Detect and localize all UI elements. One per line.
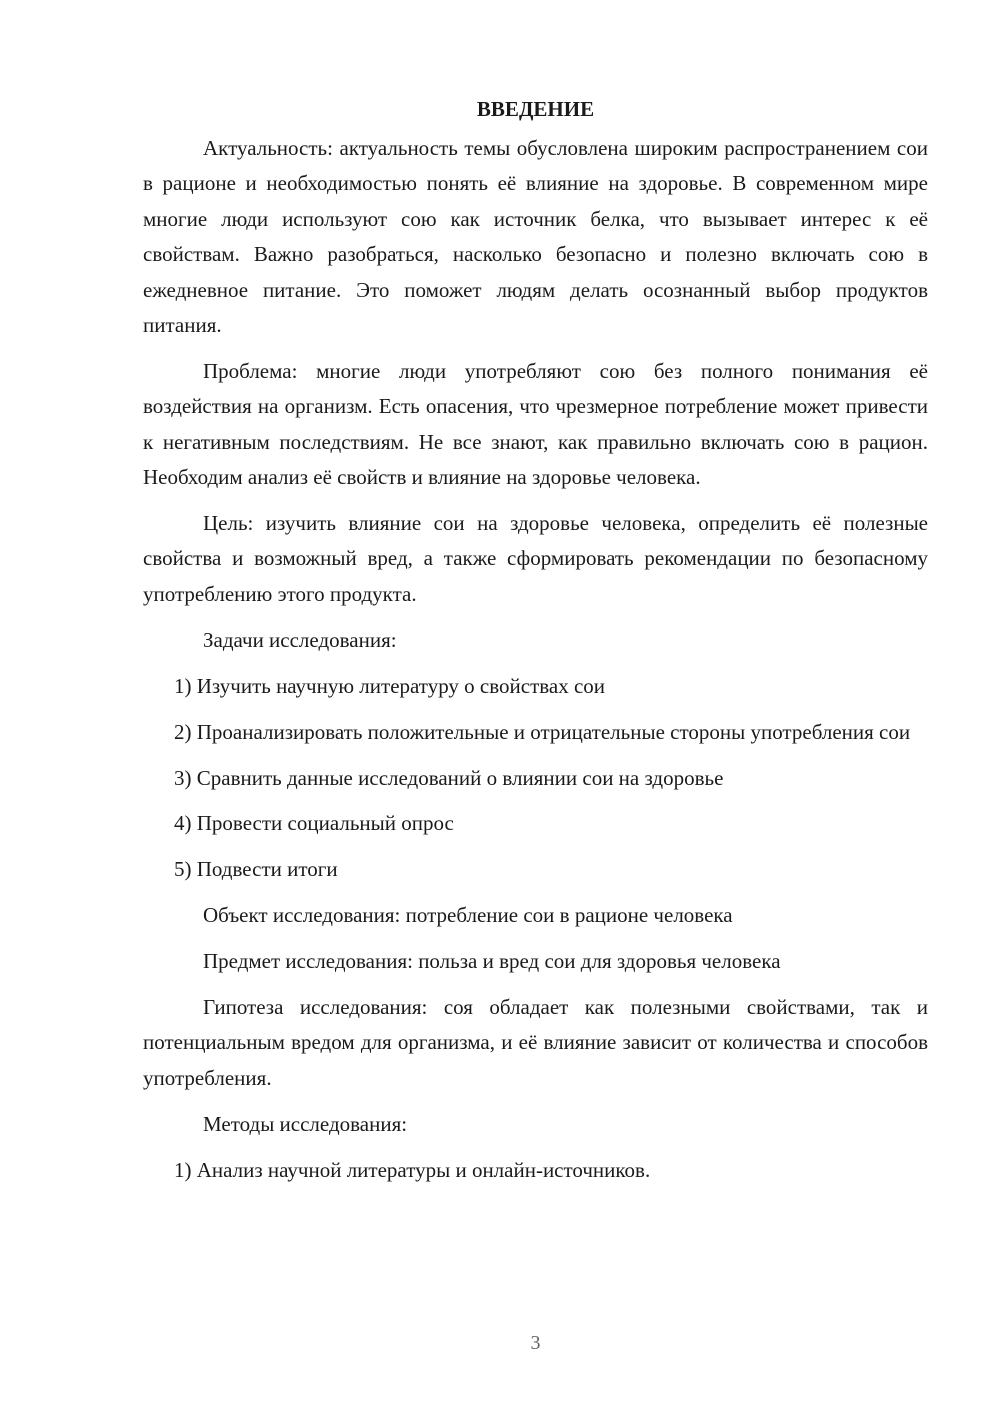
paragraph-goal: Цель: изучить влияние сои на здоровье человека, определить её полезные свойства и возможный вред, а также сформировать рекомендации по безопасному употреблению этого продукта.: [143, 511, 928, 606]
page-number: 3: [530, 1332, 541, 1354]
paragraph-object: Объект исследования: потребление сои в рационе человека: [203, 903, 733, 928]
task-item-5: 5) Подвести итоги: [174, 857, 338, 882]
task-item-4: 4) Провести социальный опрос: [174, 811, 454, 836]
methods-heading: Методы исследования:: [203, 1111, 408, 1136]
method-item-1: 1) Анализ научной литературы и онлайн-источников.: [174, 1157, 651, 1182]
section-title: ВВЕДЕНИЕ: [476, 97, 595, 121]
paragraph-hypothesis: Гипотеза исследования: соя обладает как полезными свойствами, так и потенциальным вредом для организма, и её влияние зависит от количества и способов употребления.: [143, 995, 928, 1090]
task-item-3: 3) Сравнить данные исследований о влиянии сои на здоровье: [174, 765, 724, 790]
task-item-2: 2) Проанализировать положительные и отрицательные стороны употребления сои: [174, 719, 911, 744]
paragraph-subject: Предмет исследования: польза и вред сои для здоровья человека: [203, 949, 781, 974]
paragraph-problem: Проблема: многие люди употребляют сою без полного понимания её воздействия на организм. Есть опасения, что чрезмерное потребление может привести к негативным последствиям. Не все знают, как правильно включать сою в рацион. Необходим анализ её свойств и влияние на здоровье человека.: [143, 358, 928, 490]
task-item-1: 1) Изучить научную литературу о свойствах сои: [174, 673, 606, 698]
tasks-heading: Задачи исследования:: [203, 627, 397, 652]
document-page: [143, 92, 928, 1199]
paragraph-relevance: Актуальность: актуальность темы обусловлена широким распространением сои в рационе и необходимостью понять её влияние на здоровье. В современном мире многие люди используют сою как источник белка, что вызывает интерес к её свойствам. Важно разобраться, насколько безопасно и полезно включать сою в ежедневное питание. Это поможет людям делать осознанный выбор продуктов питания.: [143, 136, 928, 338]
